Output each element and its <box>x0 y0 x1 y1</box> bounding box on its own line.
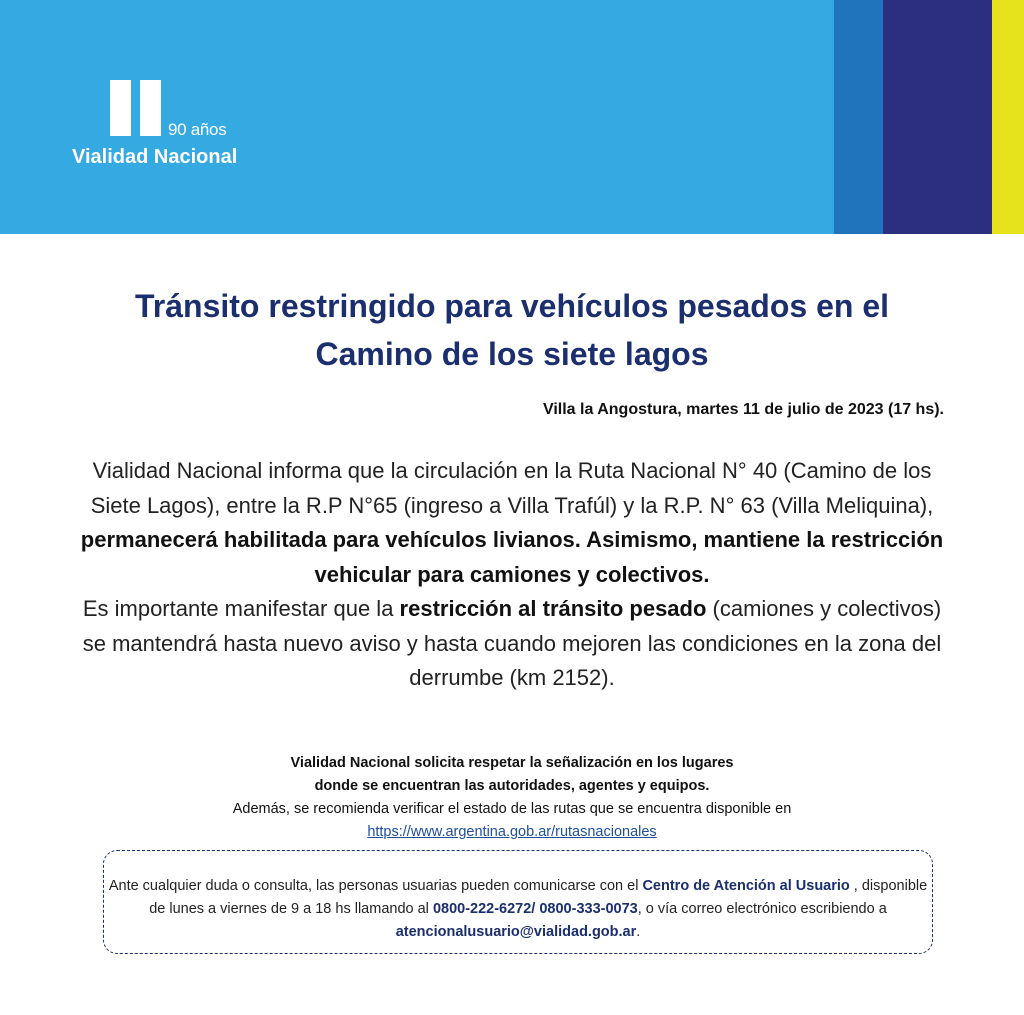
notice-section <box>90 752 934 844</box>
contact-text-3: , o vía correo electrónico escribiendo a <box>637 901 887 917</box>
contact-box <box>103 850 933 954</box>
contact-email[interactable]: atencionalusuario@vialidad.gob.ar <box>395 924 637 940</box>
notice-bold-line-1: Vialidad Nacional solicita respetar la señalización en los lugares <box>290 755 734 771</box>
contact-text-2: , disponible de lunes a viernes de 9 a 18 hs llamando al <box>149 878 928 917</box>
contact-text-1: Ante cualquier duda o consulta, las personas usuarias pueden comunicarse con el <box>108 878 643 894</box>
contact-center-name: Centro de Atención al Usuario <box>642 878 850 894</box>
notice-line-3: Además, se recomienda verificar el estado de las rutas que se encuentra disponible en <box>232 801 792 817</box>
contact-phone: 0800-222-6272/ 0800-333-0073 <box>432 901 638 917</box>
contact-text-4: . <box>636 924 641 940</box>
logo-name: Vialidad Nacional <box>72 146 238 168</box>
body-p1-bold: permanecerá habilitada para vehículos livianos. Asimismo, mantiene la restricción vehicular para camiones y colectivos. <box>80 527 944 587</box>
logo-anniversary: 90 años <box>168 120 227 139</box>
navy-stripe <box>883 0 992 234</box>
title-line-1: Tránsito restringido para vehículos pesados en el <box>135 288 889 324</box>
body-p2-text-b: (camiones y colectivos) se mantendrá hasta nuevo aviso y hasta cuando mejoren las condiciones en la zona del derrumbe (km 2152). <box>82 596 942 690</box>
notice-bold-line-2: donde se encuentran las autoridades, agentes y equipos. <box>314 778 710 794</box>
title-line-2: Camino de los siete lagos <box>315 336 709 372</box>
body-p1-text: Vialidad Nacional informa que la circulación en la Ruta Nacional N° 40 (Camino de los Siete Lagos), entre la R.P N°65 (ingreso a Villa Trafúl) y la R.P. N° 63 (Villa Meliquina), <box>90 458 934 518</box>
dateline: Villa la Angostura, martes 11 de julio de 2023 (17 hs). <box>542 401 944 418</box>
blue-stripe <box>834 0 883 234</box>
header-banner <box>0 0 1024 234</box>
body-p2-bold: restricción al tránsito pesado <box>399 596 707 621</box>
rutas-nacionales-link[interactable]: https://www.argentina.gob.ar/rutasnacionales <box>367 824 657 840</box>
contact-text <box>104 875 932 944</box>
page-title <box>40 282 984 378</box>
body-paragraph-2 <box>70 592 954 696</box>
body-p2-text-a: Es importante manifestar que la <box>82 596 400 621</box>
body-paragraph-1 <box>70 454 954 592</box>
logo-bars-icon <box>110 80 164 136</box>
press-body <box>70 454 954 696</box>
yellow-stripe <box>992 0 1024 234</box>
